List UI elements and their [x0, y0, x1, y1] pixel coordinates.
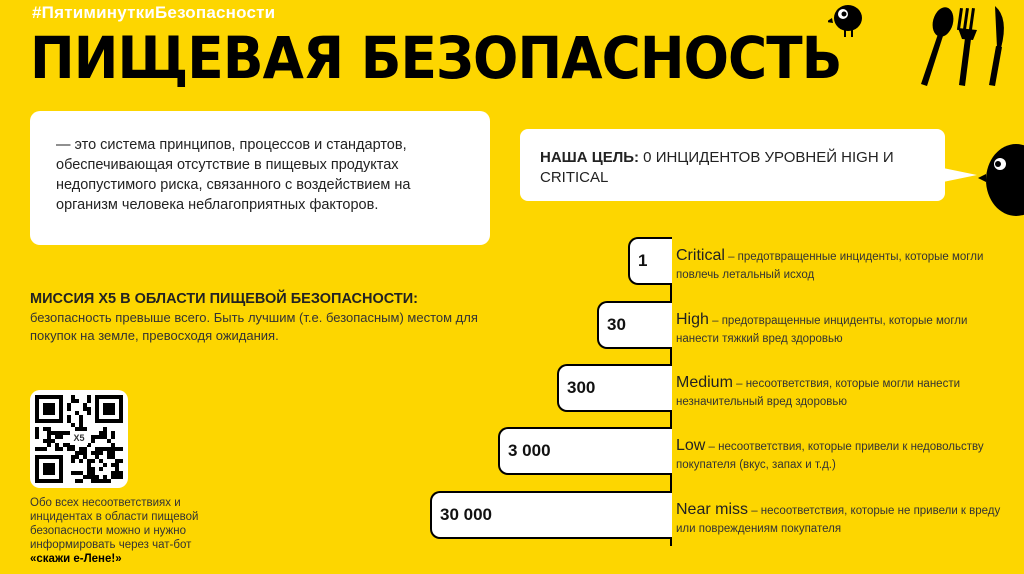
- level-desc: – несоответствия, которые не привели к вреду или повреждениям покупателя: [676, 505, 1001, 535]
- mission-block: [30, 291, 500, 345]
- level-name: Near miss: [676, 501, 749, 518]
- definition-text: — это система принципов, процессов и стандартов, обеспечивающая отсутствие в пищевых продуктах недопустимого риска, связанного с воздействием на организм человека неблагоприятных факторов.: [56, 137, 411, 213]
- level-desc: – несоответствия, которые могли нанести незначительный вред здоровью: [676, 378, 961, 408]
- mission-heading: МИССИЯ X5 В ОБЛАСТИ ПИЩЕВОЙ БЕЗОПАСНОСТИ:: [30, 291, 418, 307]
- level-high: [676, 311, 1006, 347]
- pyramid-bar-medium: [557, 364, 672, 412]
- pyramid-bar-high: [597, 301, 672, 349]
- goal-bubble: [520, 129, 945, 201]
- pyramid-value: 3 000: [508, 441, 551, 460]
- level-critical: [676, 247, 1006, 283]
- qr-code[interactable]: [30, 390, 128, 488]
- level-name: Low: [676, 437, 706, 454]
- pyramid-value: 300: [567, 378, 596, 397]
- hashtag: #ПятиминуткиБезопасности: [32, 3, 276, 22]
- level-name: Critical: [676, 247, 725, 264]
- pyramid-bar-critical: [628, 237, 672, 285]
- level-name: Medium: [676, 374, 733, 391]
- pyramid-bar-near-miss: [430, 491, 672, 539]
- cutlery-icon: [905, 4, 1015, 88]
- bird-icon: [828, 0, 868, 38]
- goal-bubble-tail: [943, 168, 977, 182]
- level-desc: – несоответствия, которые привели к недовольству покупателя (вкус, запах и т.д.): [676, 441, 984, 471]
- chatbot-name[interactable]: «скажи е-Лене!»: [30, 553, 122, 565]
- qr-logo: X5: [70, 431, 88, 445]
- goal-text: [540, 148, 920, 188]
- level-medium: [676, 374, 1006, 410]
- chatbot-text: Обо всех несоответствиях и инцидентах в области пищевой безопасности можно и нужно информировать через чат-бот: [30, 497, 199, 551]
- chick-icon: [978, 140, 1024, 216]
- level-low: [676, 437, 1006, 473]
- chatbot-info: [30, 496, 220, 566]
- pyramid-bar-low: [498, 427, 672, 475]
- goal-label: НАША ЦЕЛЬ:: [540, 149, 640, 166]
- goal-value: 0 ИНЦИДЕНТОВ УРОВНЕЙ HIGH И CRITICAL: [540, 149, 894, 186]
- pyramid-value: 30 000: [440, 505, 492, 524]
- pyramid-value: 30: [607, 315, 626, 334]
- definition-card: [30, 111, 490, 245]
- mission-text: безопасность превыше всего. Быть лучшим (т.е. безопасным) местом для покупок на земле, превосходя ожидания.: [30, 310, 478, 343]
- level-desc: – предотвращенные инциденты, которые могли повлечь летальный исход: [676, 251, 984, 281]
- level-desc: – предотвращенные инциденты, которые могли нанести тяжкий вред здоровью: [676, 315, 968, 345]
- level-near-miss: [676, 501, 1006, 537]
- page-title: ПИЩЕВАЯ БЕЗОПАСНОСТЬ: [30, 24, 842, 92]
- level-name: High: [676, 311, 709, 328]
- pyramid-value: 1: [638, 251, 648, 270]
